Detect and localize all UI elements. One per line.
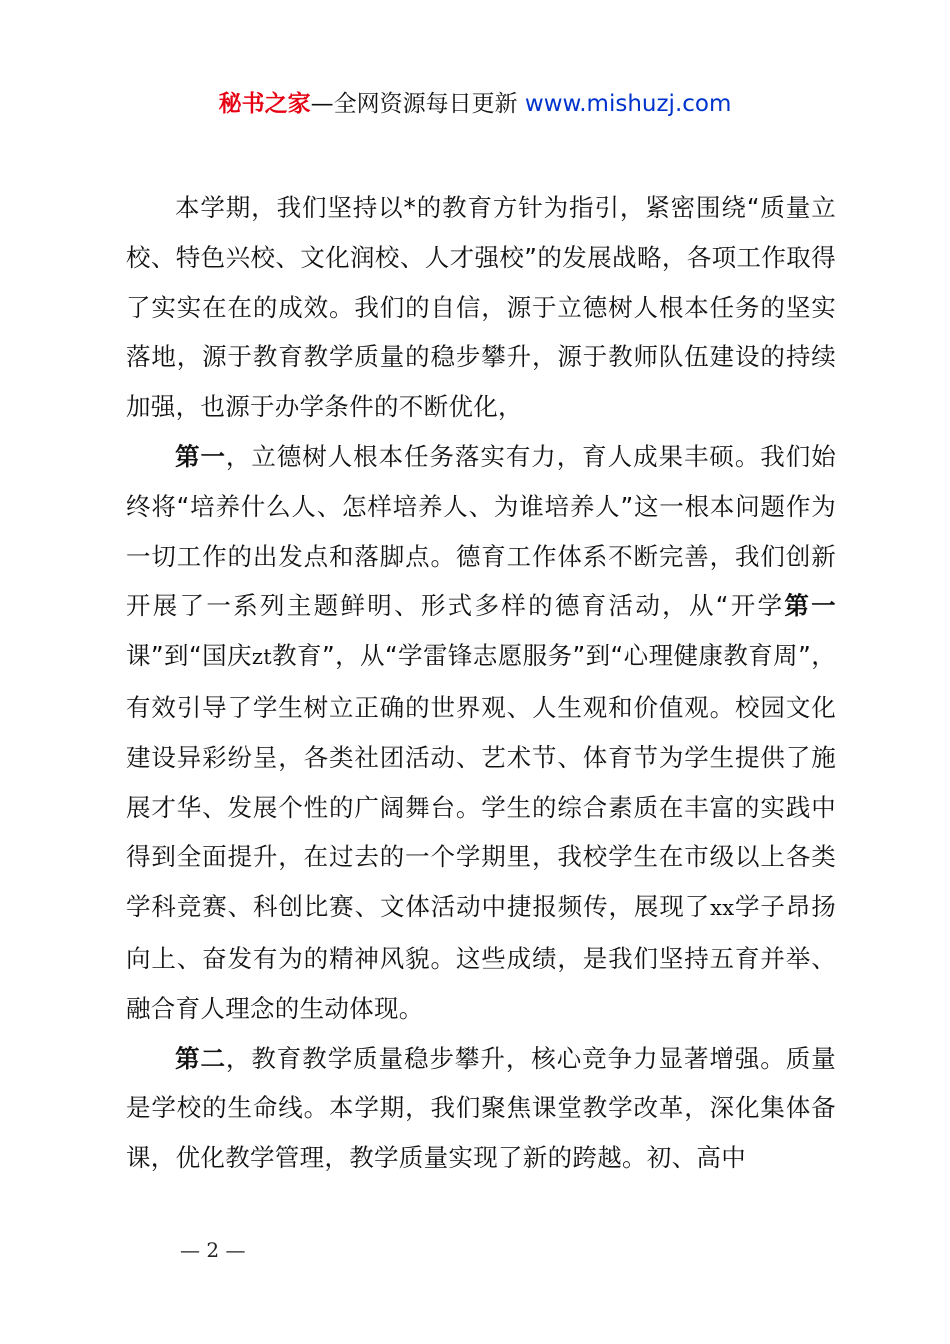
paragraph-lead-first: 第一 bbox=[175, 441, 226, 471]
paragraph-text: ，教育教学质量稳步攀升，核心竞争力显著增强。质量是学校的生命线。本学期，我们聚焦课堂教学改革，深化集体备课，优化教学管理，教学质量实现了新的跨越。初、高中 bbox=[126, 1043, 836, 1173]
inline-latin-text: xx bbox=[710, 896, 735, 921]
site-url[interactable]: www.mishuzj.com bbox=[524, 91, 732, 117]
inline-bold-text: 第一 bbox=[784, 591, 836, 621]
paragraph-lead-second: 第二 bbox=[175, 1043, 226, 1073]
paragraph-intro: 本学期，我们坚持以*的教育方针为指引，紧密围绕“质量立校、特色兴校、文化润校、人才强校”的发展战略，各项工作取得了实实在在的成效。我们的自信，源于立德树人根本任务的坚实落地，源于教育教学质量的稳步攀升，源于教师队伍建设的持续加强，也源于办学条件的不断优化， bbox=[126, 193, 836, 422]
paragraph-text: 教育”，从“学雷锋志愿服务”到“心理健康教育周”，有效引导了学生树立正确的世界观、人生观和价值观。校园文化建设异彩纷呈，各类社团活动、艺术节、体育节为学生提供了施展才华、发展个性的广阔舞台。学生的综合素质在丰富的实践中得到全面提升，在过去的一个学期里，我校学生在市级以上各类学科竞赛、科创比赛、文体活动中捷报频传，展现了 bbox=[126, 641, 837, 922]
site-brand: 秘书之家 bbox=[218, 91, 311, 117]
page-header bbox=[0, 86, 950, 122]
paragraph-second bbox=[126, 1034, 836, 1183]
paragraph-text: 学子昂扬向上、奋发有为的精神风貌。这些成绩，是我们坚持五育并举、融合育人理念的生动体现。 bbox=[126, 892, 836, 1023]
paragraph-first bbox=[126, 432, 836, 1034]
page-number: — 2 — bbox=[180, 1238, 246, 1262]
site-tagline: —全网资源每日更新 bbox=[310, 91, 525, 117]
document-body bbox=[126, 183, 836, 1183]
inline-latin-text: zt bbox=[251, 645, 273, 670]
paragraph-text: ，立德树人根本任务落实有力，育人成果丰硕。我们始终将“培养什么人、怎样培养人、为谁培养人”这一根本问题作为一切工作的出发点和落脚点。德育工作体系不断完善，我们创新开展了一系列主题鲜明、形式多样的德育活动，从“开学 bbox=[126, 441, 836, 621]
paragraph-text: 课”到“国庆 bbox=[126, 641, 252, 671]
